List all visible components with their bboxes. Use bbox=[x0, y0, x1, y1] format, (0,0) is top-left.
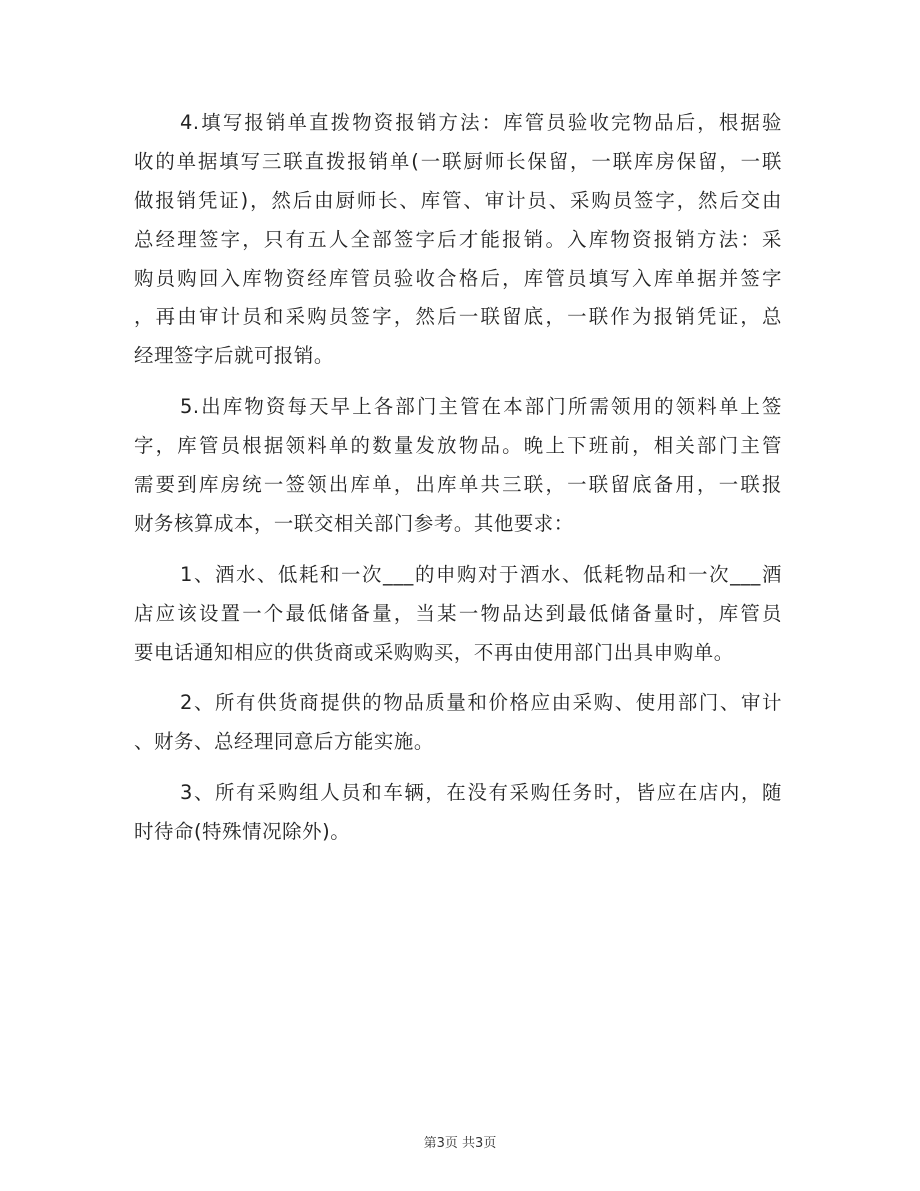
paragraph-spacer bbox=[134, 762, 782, 774]
document-body bbox=[134, 104, 782, 852]
text-line: 1、酒水、低耗和一次___的申购对于酒水、低耗物品和一次___酒 bbox=[180, 562, 782, 586]
text-line: 购员购回入库物资经库管员验收合格后，库管员填写入库单据并签字 bbox=[134, 266, 782, 290]
paragraph-spacer bbox=[134, 672, 782, 684]
text-line: 5.出库物资每天早上各部门主管在本部门所需领用的领料单上签 bbox=[180, 395, 782, 419]
text-line: 店应该设置一个最低储备量，当某一物品达到最低储备量时，库管员 bbox=[134, 601, 782, 625]
paragraph-spacer bbox=[134, 544, 782, 556]
text-line: 财务核算成本，一联交相关部门参考。其他要求： bbox=[134, 511, 574, 535]
page-number-footer: 第3页 共3页 bbox=[423, 1136, 497, 1151]
text-line: 经理签字后就可报销。 bbox=[134, 344, 334, 368]
text-line: 需要到库房统一签领出库单，出库单共三联，一联留底备用，一联报 bbox=[134, 473, 782, 497]
text-line: ，再由审计员和采购员签字，然后一联留底，一联作为报销凭证，总 bbox=[134, 305, 782, 329]
text-line: 做报销凭证)，然后由厨师长、库管、审计员、采购员签字，然后交由 bbox=[134, 188, 782, 212]
text-line: 字，库管员根据领料单的数量发放物品。晚上下班前，相关部门主管 bbox=[134, 434, 782, 458]
paragraph-item-5 bbox=[134, 388, 782, 544]
paragraph-requirement-1 bbox=[134, 556, 782, 673]
text-line: 时待命(特殊情况除外)。 bbox=[134, 820, 351, 844]
text-line: 要电话通知相应的供货商或采购购买，不再由使用部门出具申购单。 bbox=[134, 640, 734, 664]
paragraph-requirement-2 bbox=[134, 684, 782, 762]
paragraph-requirement-3 bbox=[134, 774, 782, 852]
text-line: 3、所有采购组人员和车辆，在没有采购任务时，皆应在店内，随 bbox=[180, 781, 782, 805]
text-line: 4.填写报销单直拨物资报销方法：库管员验收完物品后，根据验 bbox=[180, 111, 782, 134]
text-line: 2、所有供货商提供的物品质量和价格应由采购、使用部门、审计 bbox=[180, 691, 782, 715]
paragraph-item-4 bbox=[134, 104, 782, 376]
text-line: 总经理签字，只有五人全部签字后才能报销。入库物资报销方法：采 bbox=[134, 227, 782, 251]
paragraph-spacer bbox=[134, 376, 782, 388]
text-line: 收的单据填写三联直拨报销单(一联厨师长保留，一联库房保留，一联 bbox=[134, 149, 782, 173]
text-line: 、财务、总经理同意后方能实施。 bbox=[134, 730, 434, 754]
